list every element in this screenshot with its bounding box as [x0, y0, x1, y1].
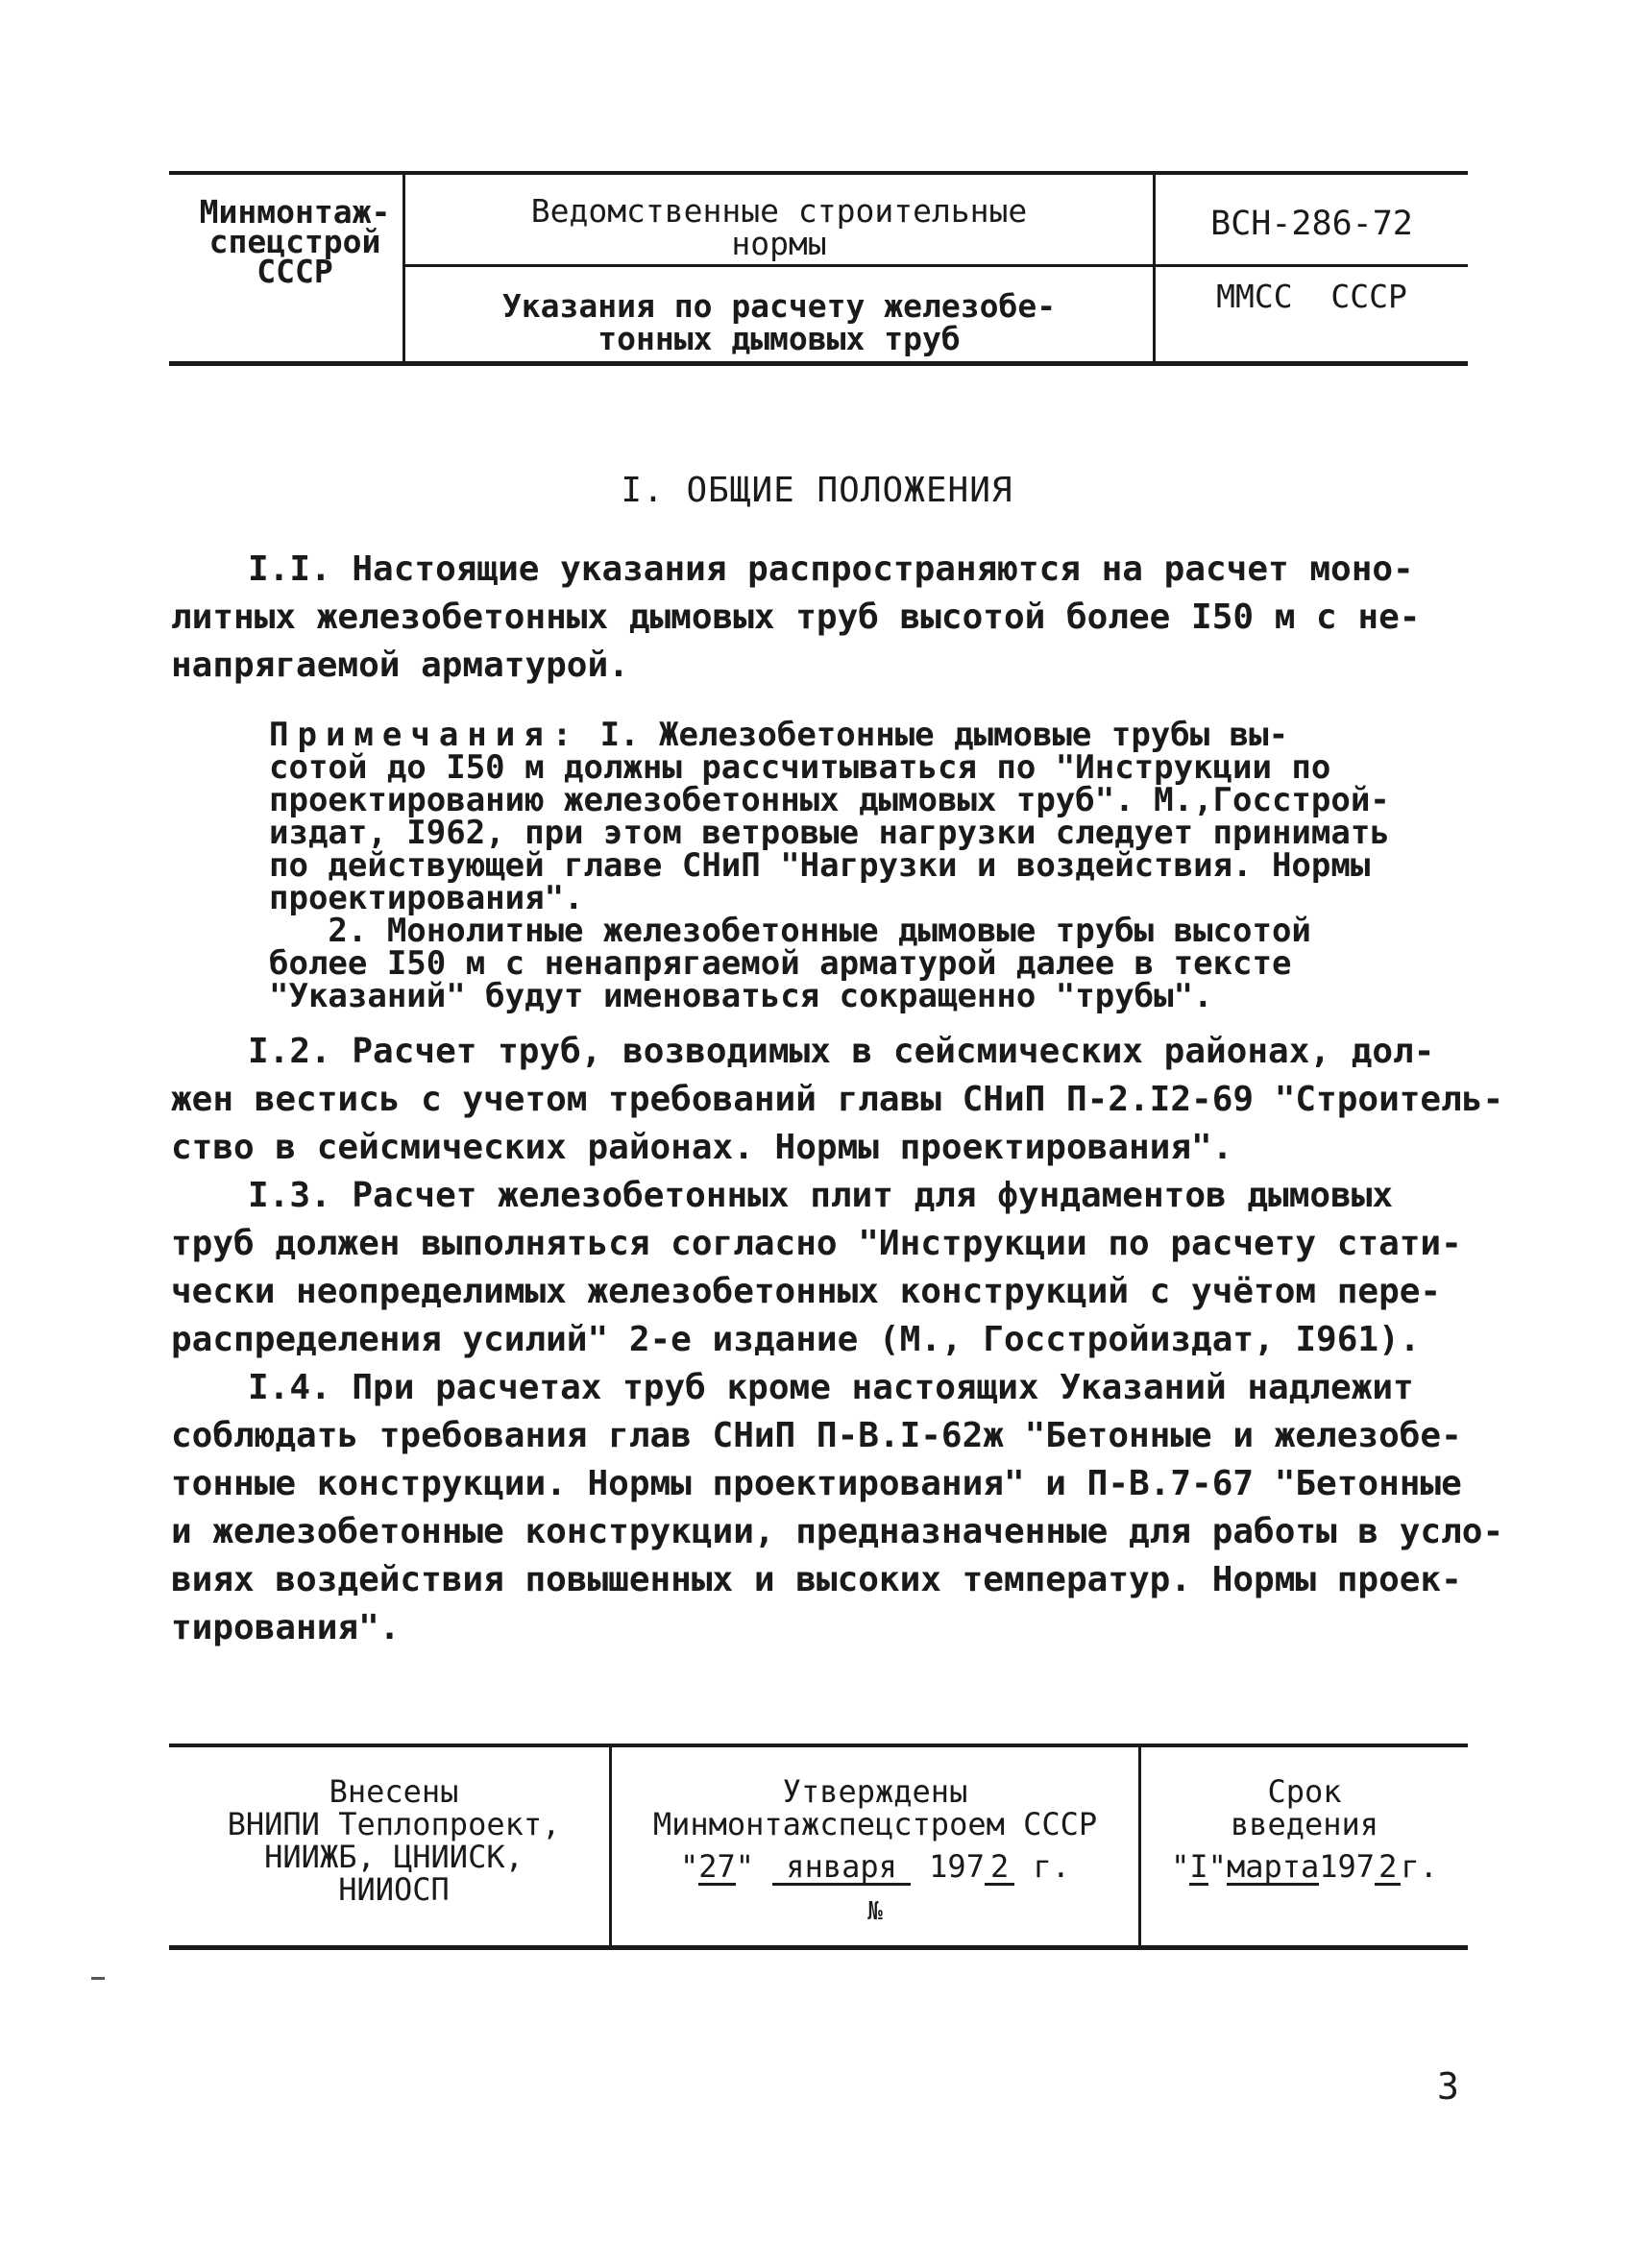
approved-label-line: Утверждены — [782, 1773, 968, 1810]
header-bottom-rule — [169, 361, 1468, 366]
note-line: проектирования". — [269, 879, 584, 917]
approved-number-label: № — [867, 1897, 883, 1926]
margin-mark — [91, 1977, 105, 1980]
p1-4-line: тирования". — [171, 1608, 401, 1647]
approved-year-suffix: 2 — [985, 1850, 1014, 1886]
footer-top-rule — [169, 1744, 1468, 1747]
effective-year-prefix: 197 — [1319, 1848, 1376, 1885]
page-number: 3 — [1437, 2065, 1459, 2108]
org-line-2: спецстрой — [208, 223, 381, 260]
approved-month: января — [772, 1850, 911, 1886]
introduced-line: НИИЖБ, ЦНИИСК, — [264, 1839, 524, 1875]
footer-bottom-rule — [169, 1945, 1468, 1950]
p1-4-line: I.4. При расчетах труб кроме настоящих Указаний надлежит — [248, 1368, 1414, 1407]
header-doc-code: ВСН-286-72 — [1210, 205, 1413, 243]
effective-month: марта — [1226, 1848, 1320, 1885]
p1-4-line: виях воздействия повышенных и высоких температур. Нормы проек- — [171, 1560, 1462, 1599]
p1-2-line: жен вестись с учетом требований главы СНиП П-2.I2-69 "Строитель- — [171, 1080, 1504, 1119]
p1-4-line: тонные конструкции. Нормы проектирования" и П-В.7-67 "Бетонные — [171, 1464, 1462, 1503]
approved-date: "27" января 197 2 г. — [679, 1848, 1071, 1885]
doc-type-line-1: Ведомственные строительные — [530, 192, 1028, 230]
p1-3-line: чески неопределимых железобетонных конструкций с учётом пере- — [171, 1272, 1442, 1311]
approved-year-unit: г. — [1033, 1848, 1071, 1885]
effective-label-line: введения — [1230, 1806, 1379, 1842]
header-top-rule — [169, 171, 1468, 175]
p1-2-line: I.2. Расчет труб, возводимых в сейсмических районах, дол- — [248, 1032, 1435, 1071]
header-middle-rule — [403, 264, 1468, 267]
introduced-line: ВНИПИ Теплопроект, — [227, 1806, 561, 1842]
p1-4-line: соблюдать требования глав СНиП П-В.I-62ж "Бетонные и железобе- — [171, 1416, 1462, 1455]
approved-year-prefix: 197 — [929, 1848, 985, 1885]
effective-day: I — [1189, 1848, 1208, 1885]
paragraph-1-3 — [171, 1172, 1462, 1364]
header-divider-right — [1153, 171, 1156, 363]
note-line: проектированию железобетонных дымовых труб". М.,Госстрой- — [269, 781, 1390, 819]
p1-2-line: ство в сейсмических районах. Нормы проектирования". — [171, 1128, 1233, 1167]
effective-label-line: Срок — [1267, 1773, 1342, 1810]
org-line-1: Минмонтаж- — [199, 193, 391, 231]
note-line: сотой до I50 м должны рассчитываться по "Инструкции по — [269, 748, 1331, 787]
notes-label: Примечания: — [269, 716, 581, 754]
org-line-3: СССР — [256, 253, 333, 290]
approved-day: 27 — [698, 1848, 736, 1885]
section-title: I. ОБЩИЕ ПОЛОЖЕНИЯ — [621, 471, 1013, 510]
introduced-line: Внесены — [329, 1773, 459, 1810]
note-line: издат, I962, при этом ветровые нагрузки следует принимать — [269, 814, 1390, 852]
introduced-line: НИИОСП — [338, 1871, 450, 1908]
paragraph-1-1 — [171, 546, 1420, 690]
paragraph-1-2 — [171, 1028, 1504, 1172]
note-line: более I50 м с ненапрягаемой арматурой далее в тексте — [269, 944, 1292, 983]
p1-1-line: I.I. Настоящие указания распространяются на расчет моно- — [248, 549, 1414, 589]
note-line: по действующей главе СНиП "Нагрузки и воздействия. Нормы — [269, 846, 1371, 885]
p1-1-line: напрягаемой арматурой. — [171, 646, 629, 685]
footer-effective — [1141, 1775, 1468, 1886]
approved-label-line: Минмонтажспецстроем СССР — [652, 1806, 1098, 1842]
header-issuer: ММСС СССР — [1216, 278, 1407, 315]
footer-approved — [612, 1775, 1138, 1928]
header-organization — [188, 193, 402, 290]
note-1-first-line — [269, 716, 1402, 754]
p1-4-line: и железобетонные конструкции, предназначенные для работы в усло- — [171, 1512, 1504, 1551]
doc-title-line-2: тонных дымовых труб — [598, 320, 961, 357]
paragraph-1-4 — [171, 1364, 1504, 1652]
p1-3-line: труб должен выполняться согласно "Инструкции по расчету стати- — [171, 1224, 1462, 1263]
header-doc-type — [405, 192, 1153, 262]
notes-block — [269, 716, 1402, 1015]
effective-date: "I"марта197 2 г. — [1171, 1848, 1438, 1885]
p1-1-line: литных железобетонных дымовых труб высотой более I50 м с не- — [171, 597, 1421, 637]
footer-introduced — [183, 1775, 605, 1906]
doc-title-line-1: Указания по расчету железобе- — [501, 287, 1057, 325]
note-line: 2. Монолитные железобетонные дымовые трубы высотой — [269, 912, 1311, 950]
p1-3-line: I.3. Расчет железобетонных плит для фундаментов дымовых — [248, 1176, 1394, 1215]
header-doc-title — [405, 287, 1153, 357]
effective-year-unit: г. — [1401, 1848, 1438, 1885]
note-1-first-text: I. Железобетонные дымовые трубы вы- — [580, 716, 1289, 754]
note-line: "Указаний" будут именоваться сокращенно "трубы". — [269, 977, 1213, 1015]
doc-type-line-2: нормы — [731, 225, 827, 262]
effective-year-suffix: 2 — [1375, 1850, 1401, 1886]
p1-3-line: распределения усилий" 2-е издание (М., Госстройиздат, I961). — [171, 1320, 1421, 1359]
